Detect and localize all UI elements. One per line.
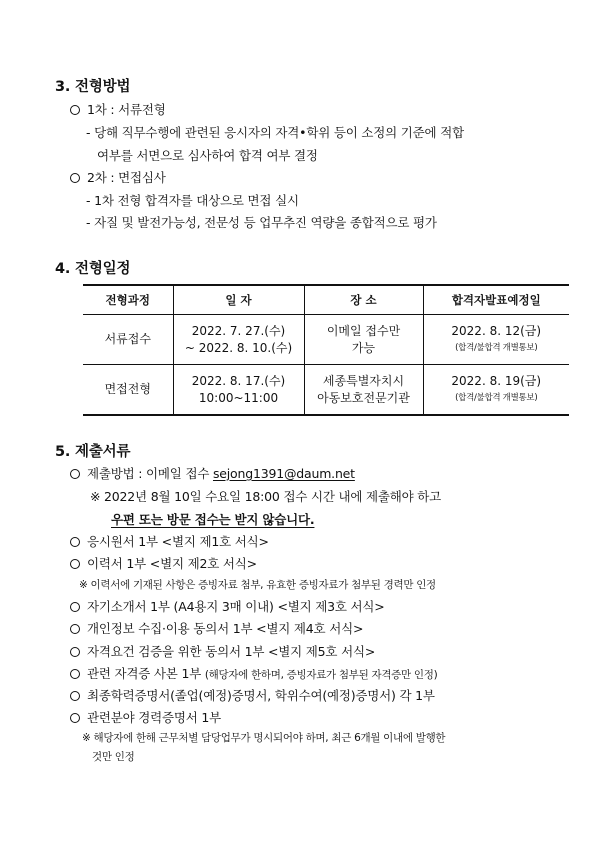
header-result: 합격자발표예정일 [423,285,569,315]
no-mail-note [111,510,314,528]
header-stage: 전형과정 [83,285,173,315]
circle-bullet-icon [70,559,80,569]
circle-bullet-icon [70,647,80,657]
result-cell [423,365,569,416]
result-note: (합격/불합격 개별통보) [455,392,538,403]
circle-bullet-icon [70,713,80,723]
place-cell [304,365,423,416]
stage-cell: 서류접수 [83,315,173,365]
circle-bullet-icon [70,537,80,547]
s3-item-1-desc-a: - 당해 직무수행에 관련된 응시자의 자격•학위 등이 소정의 기준에 적합 [86,125,464,140]
doc-item-8 [70,708,221,726]
result-date: 2022. 8. 12(금) [451,323,542,338]
circle-bullet-icon [70,173,80,183]
doc-8-note-b: 것만 인정 [92,751,135,763]
table-row [83,315,569,365]
doc-item-7 [70,686,435,704]
doc-item-6 [70,664,437,682]
date-time: 10:00~11:00 [198,390,279,405]
s3-item-1-desc-b: 여부를 서면으로 심사하여 합격 여부 결정 [97,148,318,163]
doc-6-note: (해당자에 한하며, 증빙자료가 첨부된 자격증만 인정) [204,669,438,681]
section-4-heading: 4. 전형일정 [55,261,131,277]
circle-bullet-icon [70,669,80,679]
s3-item-1-label: 1차 : 서류전형 [87,102,166,117]
result-date: 2022. 8. 19(금) [451,373,542,388]
circle-bullet-icon [70,602,80,612]
schedule-table [83,284,569,416]
table-row [83,365,569,416]
doc-item-1 [70,532,269,550]
doc-8-note-a: ※ 해당자에 한해 근무처별 담당업무가 명시되어야 하며, 최근 6개월 이내에 발행한 [82,732,446,744]
date-start: 2022. 8. 17.(수) [191,373,286,388]
doc-item-3 [70,597,385,615]
doc-2-note: ※ 이력서에 기재된 사항은 증빙자료 첨부, 유효한 증빙자료가 첨부된 경력만 인정 [79,579,436,591]
circle-bullet-icon [70,691,80,701]
email-link[interactable]: sejong1391@daum.net [212,466,355,481]
doc-5-label: 자격요건 검증을 위한 동의서 1부 <별지 제5호 서식> [87,644,376,659]
place-line-1: 세종특별자치시 [322,373,405,388]
submission-method [70,464,355,482]
schedule-header-row [83,285,569,315]
header-date: 일 자 [173,285,304,315]
no-mail-text: 우편 또는 방문 접수는 받지 않습니다. [111,512,315,527]
doc-7-label: 최종학력증명서(졸업(예정)증명서, 학위수여(예정)증명서) 각 1부 [87,688,435,703]
doc-item-4 [70,619,363,637]
doc-item-5 [70,642,375,660]
s3-item-2-desc-b: - 자질 및 발전가능성, 전문성 등 업무추진 역량을 종합적으로 평가 [86,215,437,230]
section-3-heading: 3. 전형방법 [55,79,131,95]
result-cell [423,315,569,365]
circle-bullet-icon [70,624,80,634]
s3-item-2-label: 2차 : 면접심사 [87,170,166,185]
date-end: ~ 2022. 8. 10.(수) [184,340,293,355]
date-cell [173,315,304,365]
doc-6-label: 관련 자격증 사본 1부 [87,666,205,681]
doc-2-label: 이력서 1부 <별지 제2호 서식> [87,556,257,571]
place-line-1: 이메일 접수만 [326,323,401,338]
date-cell [173,365,304,416]
date-start: 2022. 7. 27.(수) [191,323,286,338]
circle-bullet-icon [70,105,80,115]
method-label: 제출방법 : 이메일 접수 [87,466,213,481]
place-line-2: 아동보호전문기관 [317,390,410,405]
s3-item-2-desc-a: - 1차 전형 합격자를 대상으로 면접 실시 [86,193,299,208]
doc-8-label: 관련분야 경력증명서 1부 [87,710,222,725]
stage-cell: 면접전형 [83,365,173,416]
doc-1-label: 응시원서 1부 <별지 제1호 서식> [87,534,269,549]
s3-item-1 [70,100,166,118]
header-place: 장 소 [304,285,423,315]
doc-item-2 [70,554,257,572]
doc-4-label: 개인정보 수집·이용 동의서 1부 <별지 제4호 서식> [87,621,364,636]
place-line-2: 가능 [351,340,376,355]
place-cell [304,315,423,365]
deadline-note: ※ 2022년 8월 10일 수요일 18:00 접수 시간 내에 제출해야 하고 [90,489,442,504]
section-5-heading: 5. 제출서류 [55,444,131,460]
result-note: (합격/불합격 개별통보) [455,342,538,353]
s3-item-2 [70,168,166,186]
doc-3-label: 자기소개서 1부 (A4용지 3매 이내) <별지 제3호 서식> [87,599,385,614]
circle-bullet-icon [70,469,80,479]
